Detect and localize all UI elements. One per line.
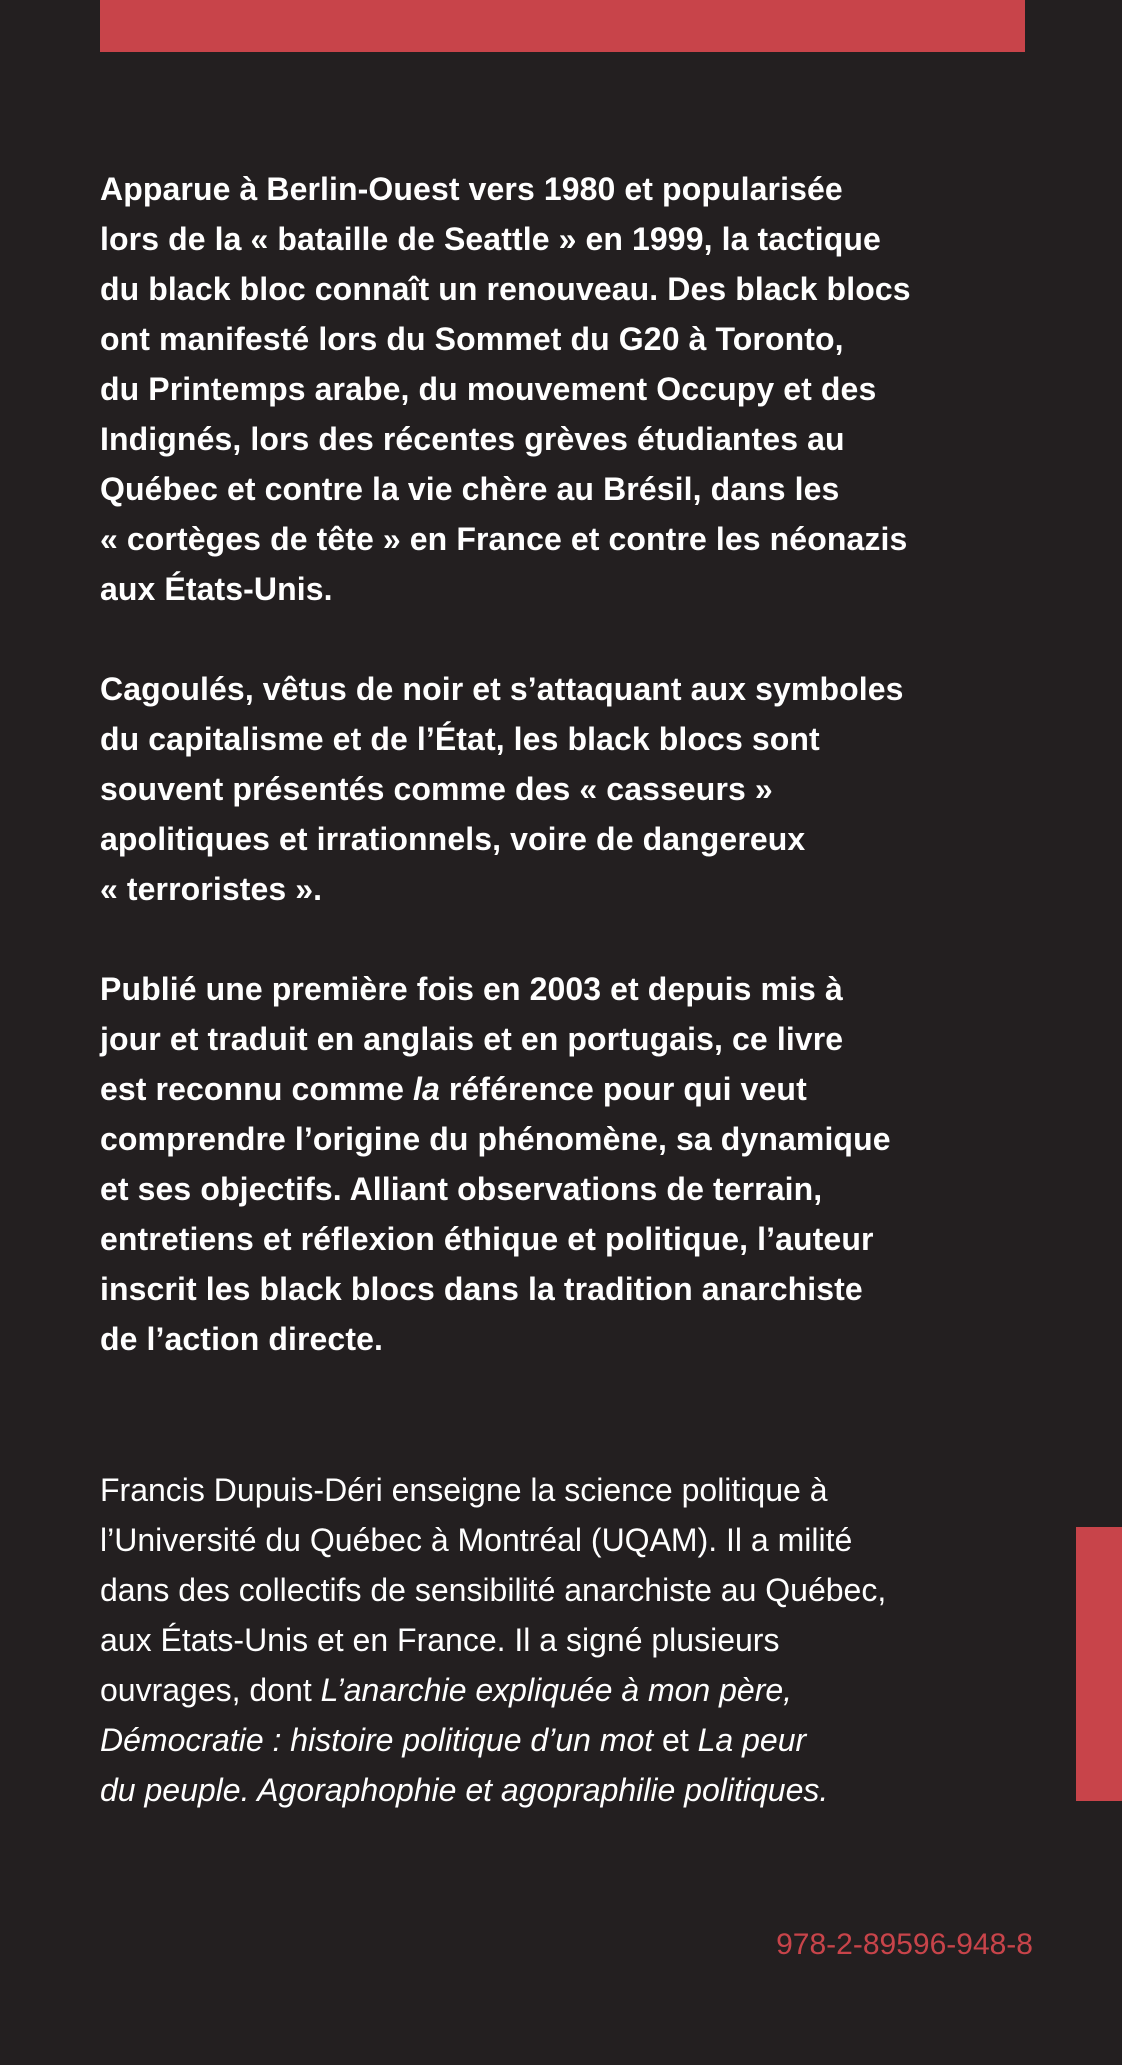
emphasis-text: la — [413, 1071, 440, 1107]
blurb-line-with-emphasis — [100, 1064, 1040, 1114]
blurb-text: est reconnu comme — [100, 1071, 414, 1107]
blurb-line: Cagoulés, vêtus de noir et s’attaquant aux symboles — [100, 671, 904, 707]
isbn-number: 978-2-89596-948-8 — [776, 1928, 1033, 1961]
blurb-paragraph-2 — [100, 664, 1040, 914]
author-bio — [100, 1465, 1040, 1815]
blurb-line: apolitiques et irrationnels, voire de dangereux — [100, 821, 806, 857]
blurb-text: référence pour qui veut — [439, 1071, 807, 1107]
book-title: du peuple. Agoraphophie et agopraphilie politiques. — [100, 1772, 829, 1808]
bio-line: aux États-Unis et en France. Il a signé plusieurs — [100, 1622, 780, 1658]
blurb-line: « terroristes ». — [100, 871, 323, 907]
book-title: L’anarchie expliquée à mon père, — [320, 1672, 793, 1708]
blurb-line: ont manifesté lors du Sommet du G20 à Toronto, — [100, 321, 844, 357]
book-title: Démocratie : histoire politique d’un mot — [100, 1722, 654, 1758]
bio-line: dans des collectifs de sensibilité anarchiste au Québec, — [100, 1572, 887, 1608]
blurb-line: inscrit les black blocs dans la tradition anarchiste — [100, 1271, 863, 1307]
blurb-line: Québec et contre la vie chère au Brésil, dans les — [100, 471, 840, 507]
blurb-line: et ses objectifs. Alliant observations de terrain, — [100, 1171, 823, 1207]
blurb-line: souvent présentés comme des « casseurs » — [100, 771, 773, 807]
side-accent-tab — [1076, 1527, 1122, 1801]
blurb-paragraph-1 — [100, 164, 1040, 614]
blurb-line: aux États-Unis. — [100, 571, 333, 607]
book-title: La peur — [697, 1722, 807, 1758]
blurb-line: « cortèges de tête » en France et contre les néonazis — [100, 521, 908, 557]
blurb-line: Publié une première fois en 2003 et depuis mis à — [100, 971, 843, 1007]
bio-text: ouvrages, dont — [100, 1672, 321, 1708]
blurb-line: Apparue à Berlin-Ouest vers 1980 et popularisée — [100, 171, 843, 207]
bio-line-with-title — [100, 1715, 1040, 1765]
top-accent-bar — [100, 0, 1025, 52]
bio-line: Francis Dupuis-Déri enseigne la science politique à — [100, 1472, 828, 1508]
blurb-line: entretiens et réflexion éthique et politique, l’auteur — [100, 1221, 874, 1257]
bio-line-with-title — [100, 1665, 1040, 1715]
blurb-line: du Printemps arabe, du mouvement Occupy et des — [100, 371, 877, 407]
blurb-line: du black bloc connaît un renouveau. Des black blocs — [100, 271, 911, 307]
blurb-line: du capitalisme et de l’État, les black blocs sont — [100, 721, 820, 757]
bio-line: l’Université du Québec à Montréal (UQAM). Il a milité — [100, 1522, 853, 1558]
bio-line-with-title — [100, 1765, 1040, 1815]
bio-text: et — [653, 1722, 698, 1758]
blurb-line: de l’action directe. — [100, 1321, 383, 1357]
blurb-line: jour et traduit en anglais et en portugais, ce livre — [100, 1021, 844, 1057]
blurb-paragraph-3 — [100, 964, 1040, 1364]
blurb-line: Indignés, lors des récentes grèves étudiantes au — [100, 421, 845, 457]
blurb-line: comprendre l’origine du phénomène, sa dynamique — [100, 1121, 891, 1157]
blurb-line: lors de la « bataille de Seattle » en 1999, la tactique — [100, 221, 881, 257]
